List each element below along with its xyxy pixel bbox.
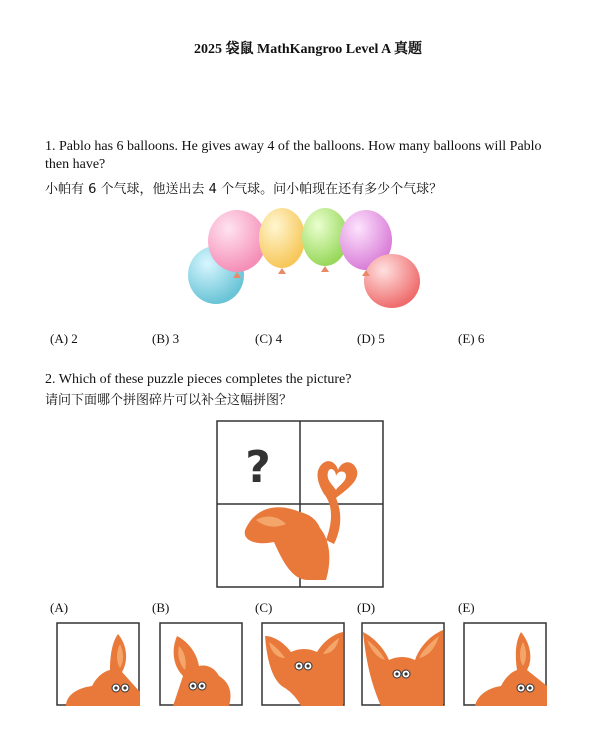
question-1-text-zh: 小帕有 6 个气球，他送出去 4 个气球。问小帕现在还有多少个气球？ bbox=[45, 182, 443, 197]
question-2-text-zh: 请问下面哪个拼图碎片可以补全这幅拼图？ bbox=[45, 393, 293, 408]
q2-option-b-label[interactable]: (B) bbox=[152, 600, 170, 615]
q1-option-c[interactable]: (C) 4 bbox=[255, 331, 283, 346]
q2-option-c-label[interactable]: (C) bbox=[255, 600, 273, 615]
q1-option-d[interactable]: (D) 5 bbox=[357, 331, 385, 346]
q2-option-a-label[interactable]: (A) bbox=[50, 600, 69, 615]
puzzle-picture bbox=[216, 420, 384, 588]
puzzle-piece-d[interactable] bbox=[361, 622, 445, 706]
balloon-yellow bbox=[259, 208, 305, 268]
q1-option-e[interactable]: (E) 6 bbox=[458, 331, 485, 346]
q2-option-d-label[interactable]: (D) bbox=[357, 600, 376, 615]
puzzle-piece-b[interactable] bbox=[159, 622, 243, 706]
question-mark: ? bbox=[245, 442, 271, 493]
q1-option-b[interactable]: (B) 3 bbox=[152, 331, 180, 346]
question-1-text: 1. Pablo has 6 balloons. He gives away 4 of the balloons. How many balloons will Pablo then have? bbox=[45, 139, 542, 172]
puzzle-piece-a[interactable] bbox=[56, 622, 140, 706]
puzzle-piece-c[interactable] bbox=[261, 622, 345, 706]
q2-option-e-label[interactable]: (E) bbox=[458, 600, 475, 615]
q1-option-a[interactable]: (A) 2 bbox=[50, 331, 78, 346]
balloons-illustration bbox=[180, 203, 430, 313]
question-2-text: 2. Which of these puzzle pieces completes the picture? bbox=[45, 372, 352, 387]
puzzle-piece-e[interactable] bbox=[463, 622, 547, 706]
balloon-pink bbox=[208, 210, 266, 272]
balloon-red bbox=[364, 254, 420, 308]
page-title: 2025 袋鼠 MathKangroo Level A 真题 bbox=[193, 42, 423, 57]
